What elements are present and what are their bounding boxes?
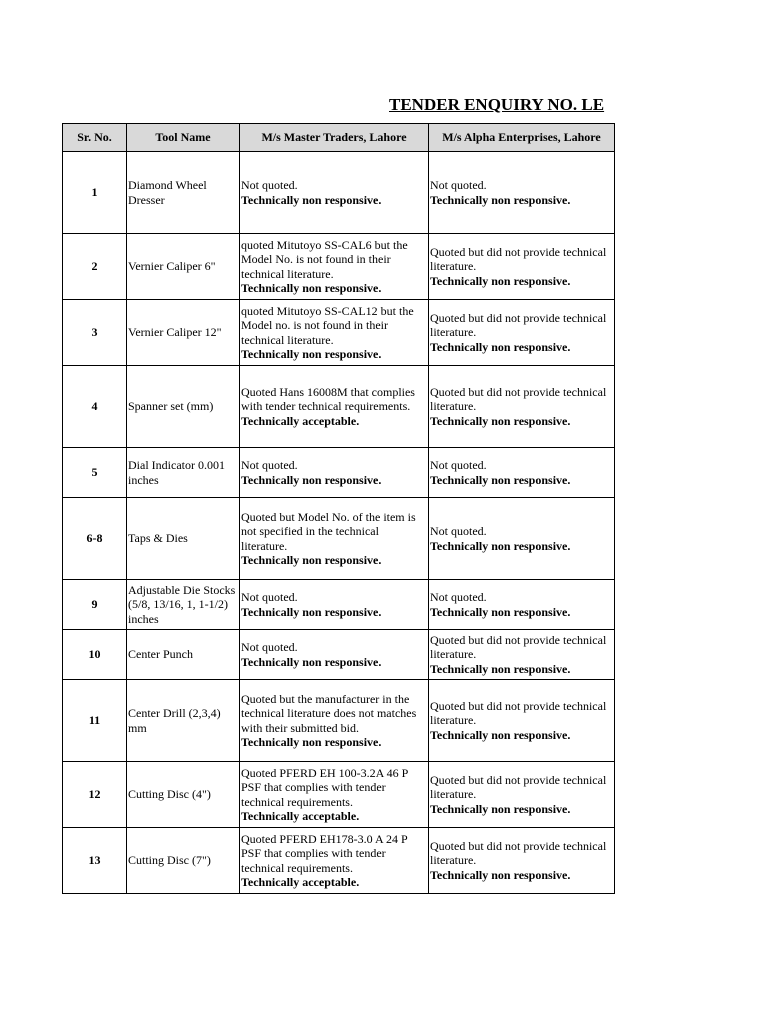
master-traders-cell bbox=[240, 762, 429, 828]
table-row bbox=[63, 580, 615, 630]
table-row bbox=[63, 448, 615, 498]
alpha-enterprises-status: Technically non responsive. bbox=[430, 604, 571, 619]
master-traders-status: Technically acceptable. bbox=[241, 809, 360, 823]
master-traders-status: Technically non responsive. bbox=[241, 604, 382, 619]
sr-no-cell: 2 bbox=[63, 234, 127, 300]
sr-no-cell: 4 bbox=[63, 366, 127, 448]
table-row bbox=[63, 152, 615, 234]
master-traders-remark: Quoted but Model No. of the item is not specified in the technical literature. bbox=[241, 509, 416, 553]
table-row bbox=[63, 366, 615, 448]
master-traders-cell bbox=[240, 680, 429, 762]
alpha-enterprises-status: Technically non responsive. bbox=[430, 413, 571, 428]
master-traders-remark: Quoted but the manufacturer in the technical literature does not matches with their submitted bid. bbox=[241, 691, 417, 735]
sr-no-cell: 5 bbox=[63, 448, 127, 498]
document-title: TENDER ENQUIRY NO. LE bbox=[389, 95, 605, 114]
table-row bbox=[63, 300, 615, 366]
alpha-enterprises-status: Technically non responsive. bbox=[430, 538, 571, 553]
alpha-enterprises-cell bbox=[429, 366, 615, 448]
header-tool-name: Tool Name bbox=[127, 124, 240, 152]
master-traders-cell bbox=[240, 498, 429, 580]
table-body bbox=[63, 152, 615, 894]
alpha-enterprises-remark: Quoted but did not provide technical literature. bbox=[430, 310, 607, 340]
header-sr-no: Sr. No. bbox=[63, 124, 127, 152]
alpha-enterprises-cell bbox=[429, 828, 615, 894]
master-traders-status: Technically non responsive. bbox=[241, 735, 382, 749]
table-header-row bbox=[63, 124, 615, 152]
master-traders-cell bbox=[240, 448, 429, 498]
tool-name-cell: Cutting Disc (4") bbox=[127, 762, 240, 828]
sr-no-cell: 3 bbox=[63, 300, 127, 366]
master-traders-remark: Not quoted. bbox=[241, 458, 298, 472]
master-traders-status: Technically non responsive. bbox=[241, 472, 382, 487]
sr-no-cell: 12 bbox=[63, 762, 127, 828]
tool-name-cell: Center Drill (2,3,4) mm bbox=[127, 680, 240, 762]
alpha-enterprises-remark: Quoted but did not provide technical literature. bbox=[430, 698, 607, 728]
alpha-enterprises-remark: Not quoted. bbox=[430, 178, 487, 192]
alpha-enterprises-cell bbox=[429, 680, 615, 762]
tool-name-cell: Center Punch bbox=[127, 630, 240, 680]
tool-name-cell: Adjustable Die Stocks (5/8, 13/16, 1, 1-1/2) inches bbox=[127, 580, 240, 630]
sr-no-cell: 9 bbox=[63, 580, 127, 630]
alpha-enterprises-status: Technically non responsive. bbox=[430, 867, 571, 882]
tool-name-cell: Diamond Wheel Dresser bbox=[127, 152, 240, 234]
master-traders-remark: quoted Mitutoyo SS-CAL12 but the Model no. is not found in their technical literature. bbox=[241, 303, 414, 347]
table-row bbox=[63, 498, 615, 580]
master-traders-status: Technically acceptable. bbox=[241, 413, 360, 428]
alpha-enterprises-status: Technically non responsive. bbox=[430, 273, 571, 288]
alpha-enterprises-remark: Not quoted. bbox=[430, 590, 487, 604]
alpha-enterprises-cell bbox=[429, 152, 615, 234]
master-traders-cell bbox=[240, 580, 429, 630]
table-row bbox=[63, 680, 615, 762]
tool-name-cell: Taps & Dies bbox=[127, 498, 240, 580]
header-master-traders: M/s Master Traders, Lahore bbox=[240, 124, 429, 152]
sr-no-cell: 1 bbox=[63, 152, 127, 234]
alpha-enterprises-remark: Not quoted. bbox=[430, 524, 487, 538]
master-traders-status: Technically non responsive. bbox=[241, 192, 382, 207]
tender-evaluation-table bbox=[62, 123, 615, 894]
table-row bbox=[63, 234, 615, 300]
master-traders-cell bbox=[240, 152, 429, 234]
alpha-enterprises-status: Technically non responsive. bbox=[430, 472, 571, 487]
alpha-enterprises-remark: Quoted but did not provide technical literature. bbox=[430, 838, 607, 868]
table-row bbox=[63, 630, 615, 680]
tool-name-cell: Vernier Caliper 12" bbox=[127, 300, 240, 366]
alpha-enterprises-cell bbox=[429, 580, 615, 630]
master-traders-remark: quoted Mitutoyo SS-CAL6 but the Model No. is not found in their technical literature. bbox=[241, 237, 408, 281]
master-traders-status: Technically non responsive. bbox=[241, 347, 382, 361]
master-traders-remark: Quoted PFERD EH 100-3.2A 46 P PSF that complies with tender technical requirements. bbox=[241, 765, 408, 809]
sr-no-cell: 13 bbox=[63, 828, 127, 894]
sr-no-cell: 6-8 bbox=[63, 498, 127, 580]
table-row bbox=[63, 828, 615, 894]
tool-name-cell: Cutting Disc (7") bbox=[127, 828, 240, 894]
master-traders-status: Technically non responsive. bbox=[241, 553, 382, 567]
alpha-enterprises-status: Technically non responsive. bbox=[430, 192, 571, 207]
alpha-enterprises-cell bbox=[429, 630, 615, 680]
master-traders-cell bbox=[240, 300, 429, 366]
alpha-enterprises-status: Technically non responsive. bbox=[430, 339, 571, 354]
master-traders-status: Technically non responsive. bbox=[241, 281, 382, 295]
alpha-enterprises-remark: Quoted but did not provide technical literature. bbox=[430, 772, 607, 802]
alpha-enterprises-remark: Not quoted. bbox=[430, 458, 487, 472]
master-traders-remark: Not quoted. bbox=[241, 590, 298, 604]
table-row bbox=[63, 762, 615, 828]
alpha-enterprises-cell bbox=[429, 448, 615, 498]
alpha-enterprises-cell bbox=[429, 234, 615, 300]
alpha-enterprises-status: Technically non responsive. bbox=[430, 727, 571, 742]
master-traders-remark: Not quoted. bbox=[241, 178, 298, 192]
master-traders-status: Technically non responsive. bbox=[241, 654, 382, 669]
alpha-enterprises-remark: Quoted but did not provide technical literature. bbox=[430, 244, 607, 274]
alpha-enterprises-remark: Quoted but did not provide technical literature. bbox=[430, 384, 607, 414]
sr-no-cell: 11 bbox=[63, 680, 127, 762]
master-traders-cell bbox=[240, 234, 429, 300]
alpha-enterprises-status: Technically non responsive. bbox=[430, 801, 571, 816]
alpha-enterprises-cell bbox=[429, 762, 615, 828]
sr-no-cell: 10 bbox=[63, 630, 127, 680]
tool-name-cell: Dial Indicator 0.001 inches bbox=[127, 448, 240, 498]
master-traders-status: Technically acceptable. bbox=[241, 875, 360, 889]
alpha-enterprises-cell bbox=[429, 300, 615, 366]
master-traders-remark: Not quoted. bbox=[241, 640, 298, 654]
master-traders-remark: Quoted PFERD EH178-3.0 A 24 P PSF that complies with tender technical requirements. bbox=[241, 831, 408, 875]
alpha-enterprises-remark: Quoted but did not provide technical literature. bbox=[430, 632, 607, 662]
master-traders-cell bbox=[240, 630, 429, 680]
header-alpha-enterprises: M/s Alpha Enterprises, Lahore bbox=[429, 124, 615, 152]
master-traders-remark: Quoted Hans 16008M that complies with tender technical requirements. bbox=[241, 384, 415, 414]
master-traders-cell bbox=[240, 366, 429, 448]
tool-name-cell: Vernier Caliper 6" bbox=[127, 234, 240, 300]
alpha-enterprises-cell bbox=[429, 498, 615, 580]
master-traders-cell bbox=[240, 828, 429, 894]
alpha-enterprises-status: Technically non responsive. bbox=[430, 661, 571, 676]
tool-name-cell: Spanner set (mm) bbox=[127, 366, 240, 448]
